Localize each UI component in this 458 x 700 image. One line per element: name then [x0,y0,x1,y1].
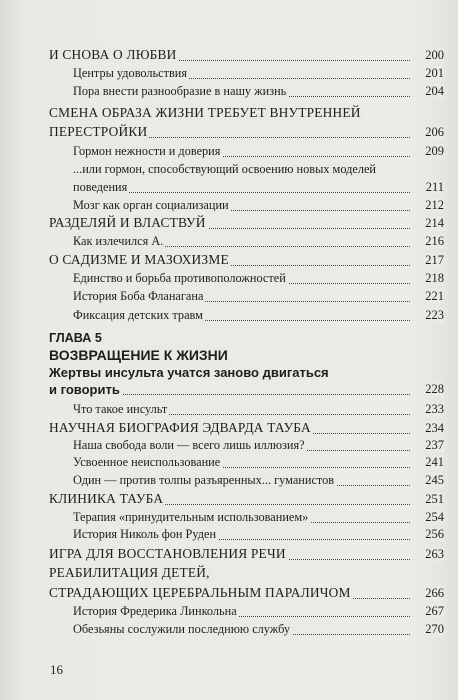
toc-entry[interactable] [0,287,458,307]
toc-entry-page: 270 [414,622,444,637]
toc-entry-page: 201 [414,66,444,81]
toc-entry-title: История Фредерика Линкольна [73,604,237,618]
toc-entry-page: 233 [414,402,444,417]
toc-entry-page: 228 [414,382,444,397]
toc-entry[interactable] [0,64,458,84]
toc-entry-page: 211 [414,180,444,195]
toc-entry[interactable] [0,196,458,216]
toc-entry[interactable] [0,471,458,491]
toc-entry[interactable] [0,400,458,420]
toc-entry[interactable] [0,490,458,510]
toc-entry-title: и говорить [49,382,120,397]
toc-entry-title: Жертвы инсульта учатся заново двигаться [49,365,329,380]
toc-entry-title: Центры удовольствия [73,66,188,80]
toc-entry[interactable] [0,123,458,143]
toc-entry[interactable] [0,306,458,326]
toc-entry-title: История Николь фон Руден [73,527,217,541]
toc-entry-title: поведения [73,180,128,194]
toc-entry[interactable] [0,564,458,584]
toc-entry-page: 221 [414,289,444,304]
toc-entry-title: Пора внести разнообразие в нашу жизнь [73,84,287,98]
toc-entry-page: 263 [414,547,444,562]
toc-entry[interactable] [0,46,458,66]
toc-entry[interactable] [0,620,458,640]
toc-entry-page: 218 [414,271,444,286]
toc-entry-page: 267 [414,604,444,619]
toc-entry-title: Мозг как орган социализации [73,198,229,212]
toc-entry-title: Терапия «принудительным использованием» [73,510,309,524]
toc-entry-page: 254 [414,510,444,525]
toc-entry-page: 256 [414,527,444,542]
toc-entry-page: 200 [414,48,444,63]
toc-entry-title: ГЛАВА 5 [49,331,102,345]
toc-entry-page: 241 [414,455,444,470]
toc-entry-title: СТРАДАЮЩИХ ЦЕРЕБРАЛЬНЫМ ПАРАЛИЧОМ [49,585,351,600]
toc-entry[interactable] [0,584,458,604]
toc-entry-title: И СНОВА О ЛЮБВИ [49,47,177,62]
toc-entry-page: 209 [414,144,444,159]
page-number: 16 [50,662,63,677]
toc-entry[interactable] [0,453,458,473]
toc-entry-title: Обезьяны сослужили последнюю службу [73,622,291,636]
toc-entry[interactable] [0,602,458,622]
toc-entry-page: 266 [414,586,444,601]
toc-entry-title: СМЕНА ОБРАЗА ЖИЗНИ ТРЕБУЕТ ВНУТРЕННЕЙ [49,105,361,120]
toc-entry-title: Как излечился А. [73,234,164,248]
toc-entry[interactable] [0,232,458,252]
toc-entry[interactable] [0,525,458,545]
toc-entry-title: Наша свобода воли — всего лишь иллюзия? [73,438,305,452]
toc-entry[interactable] [0,104,458,124]
toc-entry-title: ИГРА ДЛЯ ВОССТАНОВЛЕНИЯ РЕЧИ [49,546,286,561]
toc-entry-page: 251 [414,492,444,507]
toc-entry-title: ...или гормон, способствующий освоению новых моделей [73,162,377,176]
toc-entry[interactable] [0,380,458,400]
toc-entry[interactable] [0,545,458,565]
toc-entry-title: ПЕРЕСТРОЙКИ [49,124,148,139]
toc-entry-title: КЛИНИКА ТАУБА [49,491,164,506]
toc-entry-page: 237 [414,438,444,453]
toc-entry-title: РЕАБИЛИТАЦИЯ ДЕТЕЙ, [49,565,210,580]
toc-entry-page: 223 [414,308,444,323]
toc-entry[interactable] [0,142,458,162]
toc-entry-page: 214 [414,216,444,231]
toc-entry-title: История Боба Фланагана [73,289,204,303]
toc-entry-title: О САДИЗМЕ И МАЗОХИЗМЕ [49,252,229,267]
toc-entry-title: Фиксация детских травм [73,308,203,322]
toc-entry[interactable] [0,82,458,102]
toc-entry[interactable] [0,214,458,234]
toc-entry[interactable] [0,269,458,289]
toc-entry[interactable] [0,328,458,348]
toc-entry-page: 204 [414,84,444,99]
toc-entry-page: 216 [414,234,444,249]
toc-entry-title: Гормон нежности и доверия [73,144,221,158]
toc-entry-title: НАУЧНАЯ БИОГРАФИЯ ЭДВАРДА ТАУБА [49,420,311,435]
toc-entry[interactable] [0,160,458,180]
toc-entry[interactable] [0,251,458,271]
toc-entry-title: Один — против толпы разъяренных... гуманистов [73,473,335,487]
toc-entry-title: Что такое инсульт [73,402,168,416]
toc-entry[interactable] [0,178,458,198]
toc-entry-title: ВОЗВРАЩЕНИЕ К ЖИЗНИ [49,347,228,363]
toc-entry-title: Единство и борьба противоположностей [73,271,286,285]
toc-entry-page: 212 [414,198,444,213]
toc-entry-title: РАЗДЕЛЯЙ И ВЛАСТВУЙ [49,215,206,230]
toc-entry-page: 245 [414,473,444,488]
toc-entry-page: 206 [414,125,444,140]
toc-entry-title: Усвоенное неиспользование [73,455,221,469]
toc-entry-page: 217 [414,253,444,268]
toc-entry-page: 234 [414,421,444,436]
